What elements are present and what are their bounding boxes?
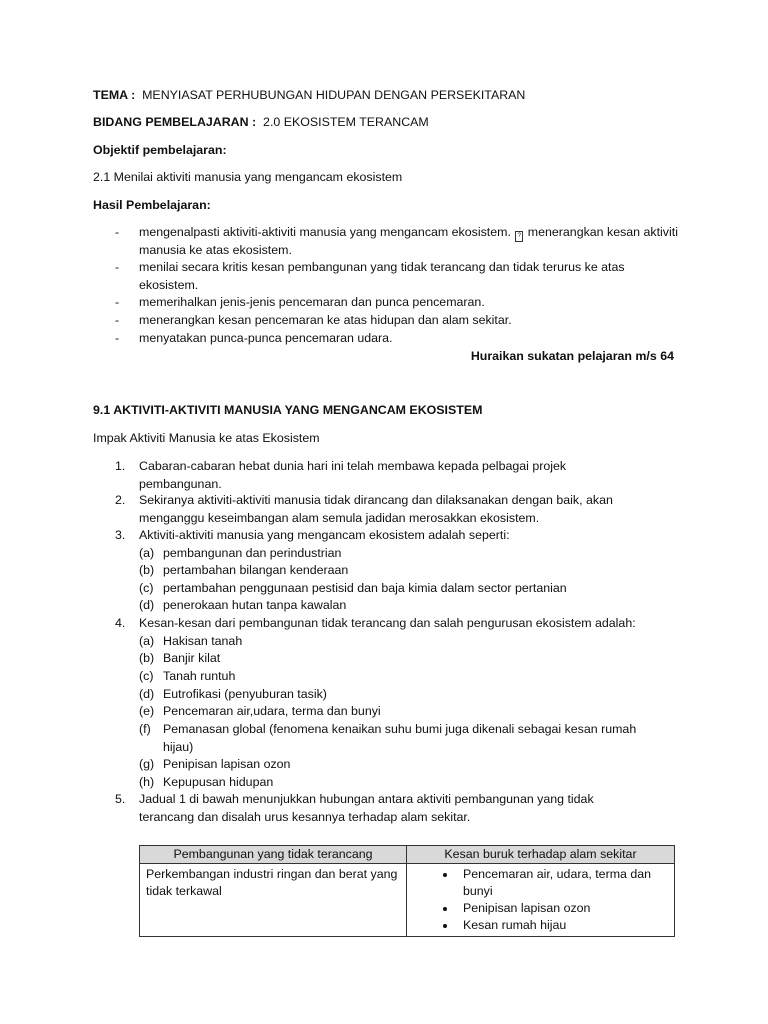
section-subtitle: Impak Aktiviti Manusia ke atas Ekosistem — [93, 431, 320, 445]
sub-label: (d) — [139, 687, 155, 701]
sub-label: (f) — [139, 722, 151, 736]
table-header-cell: Kesan buruk terhadap alam sekitar — [407, 846, 675, 864]
hasil-label: Hasil Pembelajaran: — [93, 198, 211, 212]
sub-item: pertambahan penggunaan pestisid dan baja kimia dalam sector pertanian — [163, 581, 567, 595]
sub-label: (c) — [139, 581, 154, 595]
section-title: 9.1 AKTIVITI-AKTIVITI MANUSIA YANG MENGANCAM EKOSISTEM — [93, 403, 483, 417]
sub-item: Hakisan tanah — [163, 634, 243, 648]
jadual-1-table — [139, 845, 675, 937]
effect-item: • Kesan rumah hijau — [457, 917, 668, 934]
table-cell: Perkembangan industri ringan dan berat yang tidak terkawal — [140, 864, 407, 937]
hasil-item: menilai secara kritis kesan pembangunan yang tidak terancang dan tidak terurus ke atas ekosistem. — [139, 260, 625, 292]
bidang-label: BIDANG PEMBELAJARAN : — [93, 115, 257, 129]
dash-bullet: - — [115, 260, 120, 274]
item-number: 2. — [115, 493, 126, 507]
hasil-text-a: mengenalpasti aktiviti-aktiviti manusia yang mengancam ekosistem. — [139, 225, 511, 239]
effects-list — [413, 866, 668, 934]
table-cell — [407, 864, 675, 937]
tema-line — [93, 87, 525, 105]
sub-item: pembangunan dan perindustrian — [163, 546, 342, 560]
table-header-cell: Pembangunan yang tidak terancang — [140, 846, 407, 864]
sub-item: Pencemaran air,udara, terma dan bunyi — [163, 704, 381, 718]
item-number: 3. — [115, 528, 126, 542]
missing-glyph-icon: ? — [515, 231, 523, 242]
sub-label: (b) — [139, 563, 155, 577]
hasil-item: menyatakan punca-punca pencemaran udara. — [139, 331, 393, 345]
effect-item: • Penipisan lapisan ozon — [457, 900, 668, 917]
table-header-row — [140, 846, 675, 864]
sub-label: (c) — [139, 669, 154, 683]
dash-bullet: - — [115, 295, 120, 309]
item-number: 5. — [115, 792, 126, 806]
effect-item: • Pencemaran air, udara, terma dan bunyi — [457, 866, 668, 900]
sub-label: (d) — [139, 598, 155, 612]
dash-bullet: - — [115, 225, 120, 239]
sub-label: (b) — [139, 651, 155, 665]
sub-item: Eutrofikasi (penyuburan tasik) — [163, 687, 327, 701]
sub-item: penerokaan hutan tanpa kawalan — [163, 598, 347, 612]
item-number: 4. — [115, 616, 126, 630]
numbered-item: Cabaran-cabaran hebat dunia hari ini telah membawa kepada pelbagai projek pembangunan. — [139, 459, 567, 491]
sub-item: Penipisan lapisan ozon — [163, 757, 291, 771]
hasil-item: memerihalkan jenis-jenis pencemaran dan punca pencemaran. — [139, 295, 485, 309]
numbered-item: Kesan-kesan dari pembangunan tidak terancang dan salah pengurusan ekosistem adalah: — [139, 616, 636, 630]
item-number: 1. — [115, 459, 126, 473]
sub-item: Banjir kilat — [163, 651, 221, 665]
tema-value: MENYIASAT PERHUBUNGAN HIDUPAN DENGAN PERSEKITARAN — [142, 88, 526, 102]
tema-label: TEMA : — [93, 88, 136, 102]
sub-label: (a) — [139, 634, 155, 648]
numbered-item: Aktiviti-aktiviti manusia yang mengancam ekosistem adalah seperti: — [139, 528, 510, 542]
hasil-item: menerangkan kesan pencemaran ke atas hidupan dan alam sekitar. — [139, 313, 512, 327]
sub-item: Tanah runtuh — [163, 669, 236, 683]
table-row — [140, 864, 675, 937]
numbered-item: Sekiranya aktiviti-aktiviti manusia tidak dirancang dan dilaksanakan dengan baik, akan menganggu keseimbangan alam semula jadidan merosakkan ekosistem. — [139, 493, 613, 525]
hasil-text-b: menerangkan kesan aktiviti manusia ke atas ekosistem. — [139, 225, 678, 257]
sub-item: pertambahan bilangan kenderaan — [163, 563, 349, 577]
bidang-line — [93, 114, 429, 132]
sub-item: Pemanasan global (fenomena kenaikan suhu bumi juga dikenali sebagai kesan rumah hijau) — [163, 722, 637, 754]
reference-note: Huraikan sukatan pelajaran m/s 64 — [470, 349, 674, 363]
objektif-item: 2.1 Menilai aktiviti manusia yang mengancam ekosistem — [93, 170, 403, 184]
bidang-value: 2.0 EKOSISTEM TERANCAM — [263, 115, 429, 129]
dash-bullet: - — [115, 331, 120, 345]
dash-bullet: - — [115, 313, 120, 327]
numbered-item: Jadual 1 di bawah menunjukkan hubungan antara aktiviti pembangunan yang tidak terancang dan disalah urus kesannya terhadap alam sekitar. — [139, 792, 594, 824]
hasil-item — [139, 224, 679, 260]
sub-item: Kepupusan hidupan — [163, 775, 274, 789]
sub-label: (h) — [139, 775, 155, 789]
objektif-label: Objektif pembelajaran: — [93, 143, 227, 157]
sub-label: (e) — [139, 704, 155, 718]
sub-label: (g) — [139, 757, 155, 771]
sub-label: (a) — [139, 546, 155, 560]
